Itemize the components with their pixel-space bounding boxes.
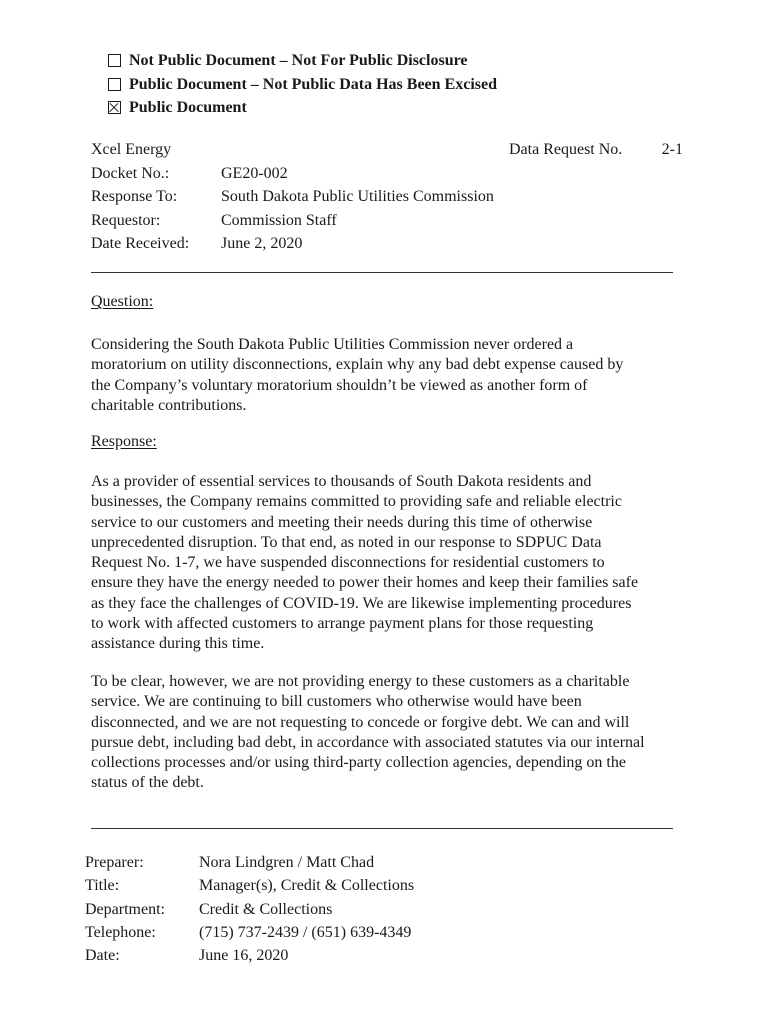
telephone-value: (715) 737-2439 / (651) 639-4349 <box>199 923 412 941</box>
question-heading: Question: <box>91 293 154 310</box>
docket-label: Docket No.: <box>91 164 170 182</box>
telephone-label: Telephone: <box>85 923 156 941</box>
checkbox-not-public[interactable] <box>108 54 121 67</box>
response-line: service to our customers and meeting their needs during this time of otherwise <box>91 513 593 531</box>
date-row <box>85 944 585 967</box>
response-line: service. We are continuing to bill customers who otherwise would have been <box>91 693 582 711</box>
response-paragraph-2 <box>91 672 687 794</box>
date-value: June 16, 2020 <box>199 947 289 965</box>
header-row-date-received <box>91 232 683 256</box>
date-received-value: June 2, 2020 <box>221 235 303 252</box>
confidentiality-option-not-public <box>108 49 497 73</box>
response-paragraph-1 <box>91 472 687 655</box>
preparer-info <box>85 851 585 967</box>
response-line: ensure they have the energy needed to power their homes and keep their families safe <box>91 574 639 592</box>
question-line: Considering the South Dakota Public Utilities Commission never ordered a <box>91 336 574 353</box>
response-line: businesses, the Company remains committed to providing safe and reliable electric <box>91 493 622 511</box>
department-value: Credit & Collections <box>199 900 333 918</box>
response-line: to work with affected customers to arrange payment plans for those requesting <box>91 615 594 633</box>
telephone-row <box>85 921 585 944</box>
response-line: To be clear, however, we are not providing energy to these customers as a charitable <box>91 673 630 690</box>
confidentiality-label: Public Document – Not Public Data Has Been Excised <box>129 75 497 93</box>
question-line: the Company’s voluntary moratorium shouldn’t be viewed as another form of <box>91 376 588 394</box>
header-row-company <box>91 138 683 162</box>
response-line: as they face the challenges of COVID-19. We are likewise implementing procedures <box>91 594 632 612</box>
requestor-value: Commission Staff <box>221 211 337 229</box>
response-line: collections processes and/or using third-party collection agencies, depending on the <box>91 754 626 772</box>
title-label: Title: <box>85 877 120 895</box>
question-line: charitable contributions. <box>91 396 247 414</box>
department-label: Department: <box>85 900 165 918</box>
confidentiality-option-public <box>108 96 497 120</box>
response-to-value: South Dakota Public Utilities Commission <box>221 188 494 205</box>
response-line: status of the debt. <box>91 774 204 792</box>
preparer-row <box>85 851 585 874</box>
docket-value: GE20-002 <box>221 164 288 182</box>
date-label: Date: <box>85 947 120 965</box>
response-line: As a provider of essential services to thousands of South Dakota residents and <box>91 473 592 490</box>
date-received-label: Date Received: <box>91 235 190 252</box>
header-row-requestor <box>91 209 683 233</box>
response-line: assistance during this time. <box>91 635 265 653</box>
preparer-label: Preparer: <box>85 854 144 871</box>
confidentiality-option-excised <box>108 73 497 97</box>
response-line: pursue debt, including bad debt, in accordance with associated statutes via our internal <box>91 733 645 751</box>
confidentiality-options <box>108 49 497 120</box>
divider-top <box>91 272 673 273</box>
requestor-label: Requestor: <box>91 211 161 229</box>
company-name: Xcel Energy <box>91 141 172 158</box>
preparer-value: Nora Lindgren / Matt Chad <box>199 854 375 871</box>
response-line: disconnected, and we are not requesting to concede or forgive debt. We can and will <box>91 713 630 731</box>
header-row-docket <box>91 162 683 186</box>
checkbox-excised[interactable] <box>108 78 121 91</box>
question-line: moratorium on utility disconnections, explain why any bad debt expense caused by <box>91 356 624 374</box>
response-line: Request No. 1-7, we have suspended disconnections for residential customers to <box>91 554 605 572</box>
confidentiality-label: Not Public Document – Not For Public Disclosure <box>129 52 468 69</box>
confidentiality-label: Public Document <box>129 99 247 116</box>
response-heading: Response: <box>91 433 157 450</box>
data-request-label: Data Request No. <box>509 141 623 158</box>
response-to-label: Response To: <box>91 188 178 205</box>
question-text <box>91 335 687 416</box>
checkbox-public-checked[interactable] <box>108 101 121 114</box>
title-value: Manager(s), Credit & Collections <box>199 877 415 895</box>
department-row <box>85 898 585 921</box>
title-row <box>85 874 585 897</box>
header-row-response-to <box>91 185 683 209</box>
response-line: unprecedented disruption. To that end, as noted in our response to SDPUC Data <box>91 533 602 551</box>
data-request-number: 2-1 <box>661 141 683 158</box>
divider-bottom <box>91 828 673 829</box>
request-header <box>91 138 683 256</box>
